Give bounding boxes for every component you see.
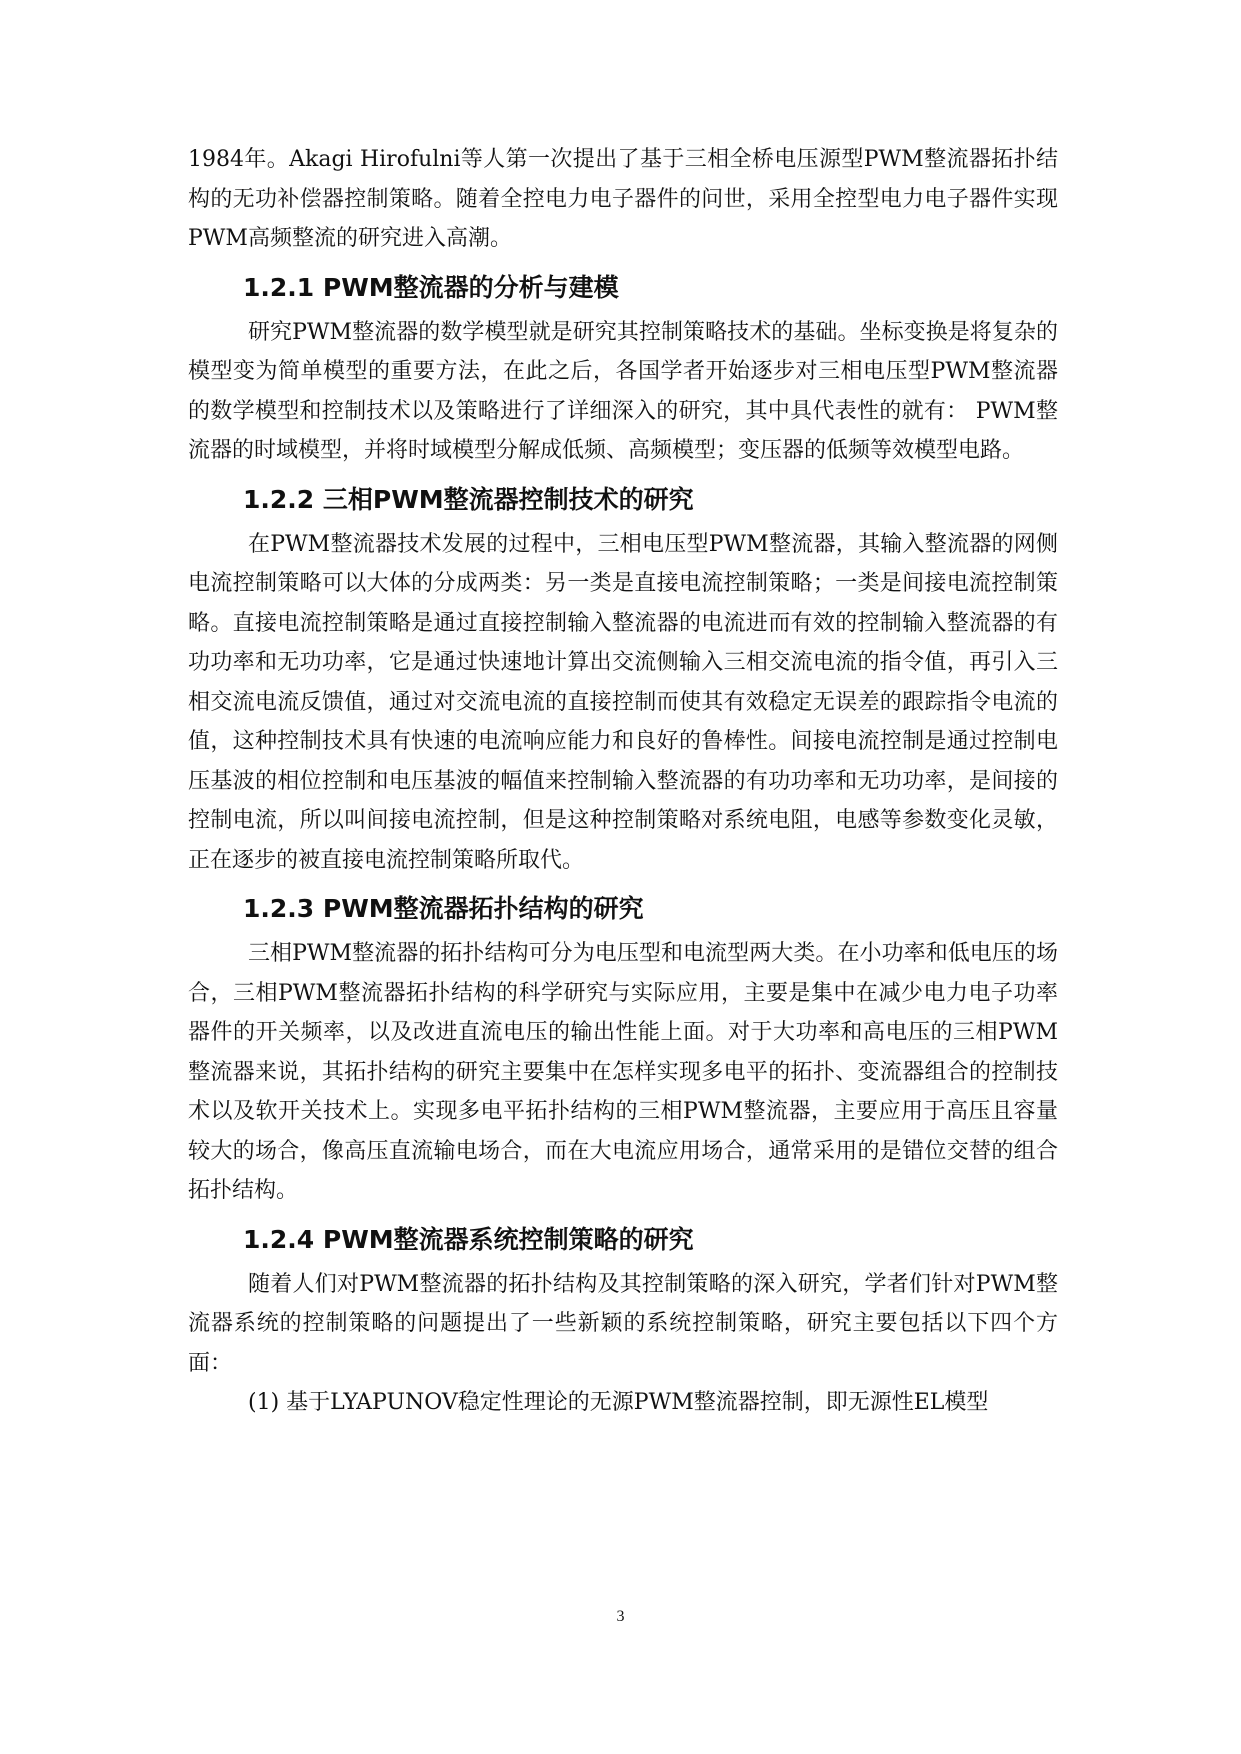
section-1-2-1 [188,265,1058,471]
list-item: (1) 基于LYAPUNOV稳定性理论的无源PWM整流器控制，即无源性EL模型 [248,1390,989,1415]
section-heading: 1.2.1 PWM整流器的分析与建模 [243,272,619,302]
section-paragraph: 随着人们对PWM整流器的拓扑结构及其控制策略的深入研究，学者们针对PWM整流器系统的控制策略的问题提出了一些新颖的系统控制策略，研究主要包括以下四个方面： [188,1271,1058,1376]
section-paragraph: 研究PWM整流器的数学模型就是研究其控制策略技术的基础。坐标变换是将复杂的模型变为简单模型的重要方法，在此之后，各国学者开始逐步对三相电压型PWM整流器的数学模型和控制技术以及策略进行了详细深入的研究，其中具代表性的就有： PWM整流器的时域模型，并将时域模型分解成低频、高频模型；变压器的低频等效模型电路。 [188,319,1058,463]
section-paragraph: 在PWM整流器技术发展的过程中，三相电压型PWM整流器，其输入整流器的网侧电流控制策略可以大体的分成两类：另一类是直接电流控制策略；一类是间接电流控制策略。直接电流控制策略是通过直接控制输入整流器的电流进而有效的控制输入整流器的有功功率和无功功率，它是通过快速地计算出交流侧输入三相交流电流的指令值，再引入三相交流电流反馈值，通过对交流电流的直接控制而使其有效稳定无误差的跟踪指令电流的值，这种控制技术具有快速的电流响应能力和良好的鲁棒性。间接电流控制是通过控制电压基波的相位控制和电压基波的幅值来控制输入整流器的有功功率和无功功率，是间接的控制电流，所以叫间接电流控制，但是这种控制策略对系统电阻，电感等参数变化灵敏，正在逐步的被直接电流控制策略所取代。 [188,531,1058,873]
page-number: 3 [616,1608,625,1625]
section-1-2-3 [188,886,1058,1211]
section-1-2-4 [188,1217,1058,1423]
section-heading: 1.2.4 PWM整流器系统控制策略的研究 [243,1224,694,1254]
section-paragraph: 三相PWM整流器的拓扑结构可分为电压型和电流型两大类。在小功率和低电压的场合，三相PWM整流器拓扑结构的科学研究与实际应用，主要是集中在减少电力电子功率器件的开关频率，以及改进直流电压的输出性能上面。对于大功率和高电压的三相PWM整流器来说，其拓扑结构的研究主要集中在怎样实现多电平的拓扑、变流器组合的控制技术以及软开关技术上。实现多电平拓扑结构的三相PWM整流器，主要应用于高压且容量较大的场合，像高压直流输电场合，而在大电流应用场合，通常采用的是错位交替的组合拓扑结构。 [188,941,1058,1203]
document-page [188,140,1058,1423]
section-1-2-2 [188,477,1058,881]
section-heading: 1.2.2 三相PWM整流器控制技术的研究 [243,484,694,514]
section-heading: 1.2.3 PWM整流器拓扑结构的研究 [243,894,644,923]
intro-paragraph: 1984年。Akagi Hirofulni等人第一次提出了基于三相全桥电压源型PWM整流器拓扑结构的无功补偿器控制策略。随着全控电力电子器件的问世，采用全控型电力电子器件实现PWM高频整流的研究进入高潮。 [188,147,1058,251]
